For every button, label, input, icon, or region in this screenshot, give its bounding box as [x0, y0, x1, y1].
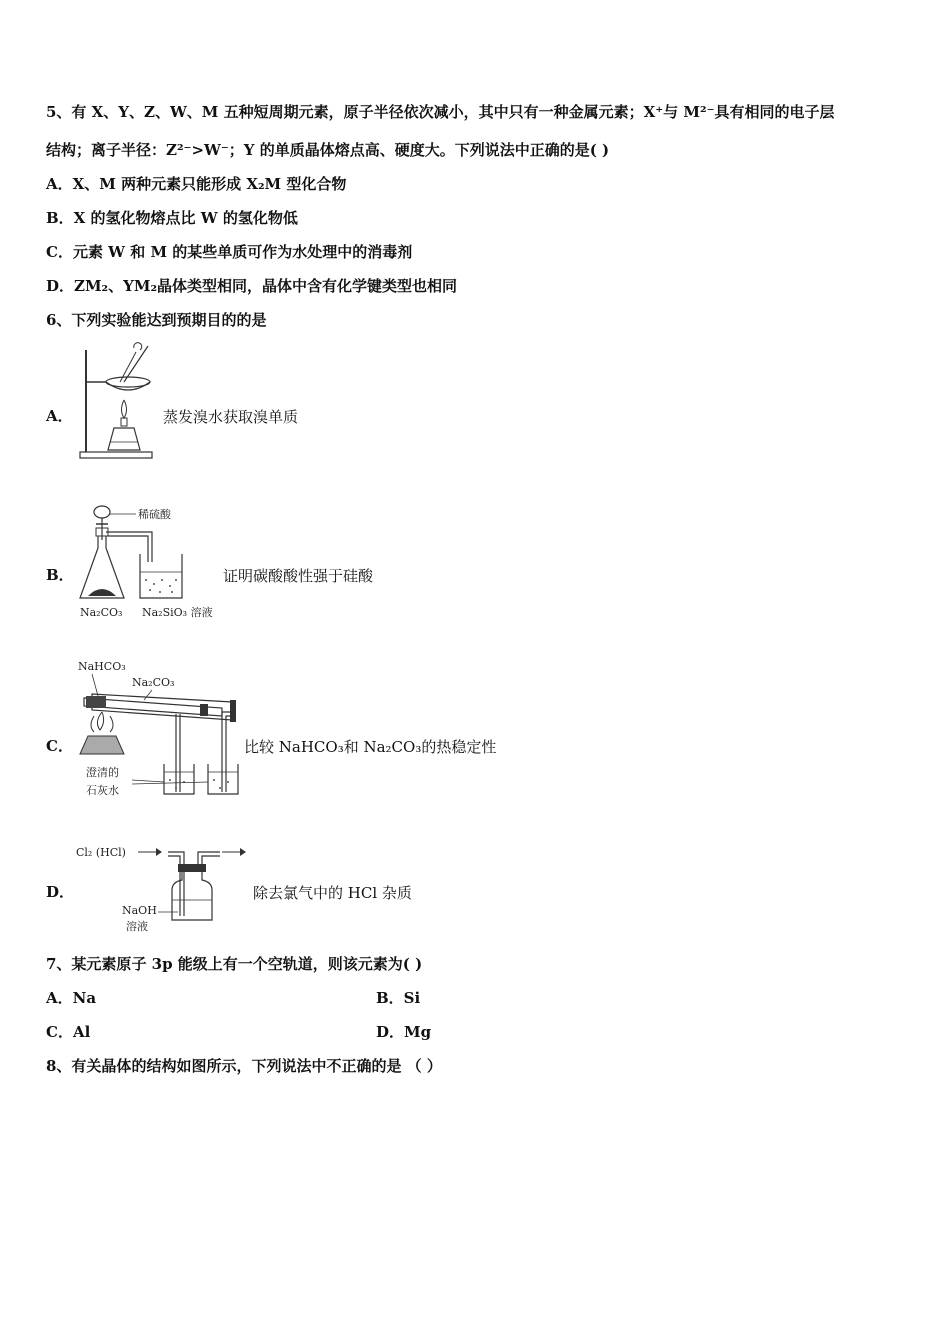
- q6-stem: 6、下列实验能达到预期目的的是: [46, 311, 267, 329]
- gas-washing-bottle-figure: [72, 838, 252, 938]
- q6-option-b-caption: 证明碳酸酸性强于硅酸: [223, 567, 374, 585]
- q7-option-d: D．Mg: [376, 1023, 432, 1041]
- q7-option-c: C．Al: [46, 1023, 91, 1041]
- q6-option-a-label: A．: [46, 407, 73, 425]
- q7-option-a: A．Na: [46, 989, 97, 1007]
- sodium-carbonate-tube-label: Na₂CO₃: [132, 676, 175, 689]
- thermal-stability-apparatus-figure: [72, 656, 244, 806]
- q8-stem: 8、有关晶体的结构如图所示，下列说法中不正确的是 （ ）: [46, 1057, 442, 1075]
- sodium-carbonate-label: Na₂CO₃: [80, 606, 123, 619]
- q6-option-c-label: C．: [46, 737, 73, 755]
- q7-stem: 7、某元素原子 3p 能级上有一个空轨道，则该元素为( ): [46, 955, 423, 973]
- naoh-label: NaOH: [122, 904, 157, 917]
- limewater-label-line2: 石灰水: [86, 784, 119, 797]
- acid-strength-apparatus-figure: [76, 500, 226, 624]
- evaporation-apparatus-figure: [76, 342, 160, 462]
- q6-option-a-caption: 蒸发溴水获取溴单质: [163, 408, 299, 426]
- q5-option-a: A．X、M 两种元素只能形成 X₂M 型化合物: [46, 175, 347, 193]
- q5-stem-line2: 结构；离子半径：Z²⁻>W⁻；Y 的单质晶体熔点高、硬度大。下列说法中正确的是( ): [46, 141, 610, 159]
- q6-option-d-caption: 除去氯气中的 HCl 杂质: [253, 884, 412, 902]
- sodium-bicarbonate-label: NaHCO₃: [78, 660, 126, 673]
- sodium-silicate-solution-label: Na₂SiO₃ 溶液: [142, 606, 213, 619]
- q6-option-b-label: B．: [46, 566, 74, 584]
- dilute-sulfuric-acid-label: 稀硫酸: [138, 508, 171, 521]
- q7-option-b: B．Si: [376, 989, 421, 1007]
- q5-stem-line1: 5、有 X、Y、Z、W、M 五种短周期元素，原子半径依次减小，其中只有一种金属元素；X⁺与 M²⁻具有相同的电子层: [46, 103, 835, 121]
- limewater-label-line1: 澄清的: [86, 766, 119, 779]
- q5-option-b: B．X 的氢化物熔点比 W 的氢化物低: [46, 209, 298, 227]
- q6-option-d-label: D．: [46, 883, 75, 901]
- solution-label: 溶液: [126, 920, 148, 933]
- q5-option-d: D．ZM₂、YM₂晶体类型相同，晶体中含有化学键类型也相同: [46, 277, 458, 295]
- chlorine-hcl-label: Cl₂ (HCl): [76, 846, 126, 859]
- q6-option-c-caption: 比较 NaHCO₃和 Na₂CO₃的热稳定性: [244, 738, 497, 756]
- q5-option-c: C．元素 W 和 M 的某些单质可作为水处理中的消毒剂: [46, 243, 413, 261]
